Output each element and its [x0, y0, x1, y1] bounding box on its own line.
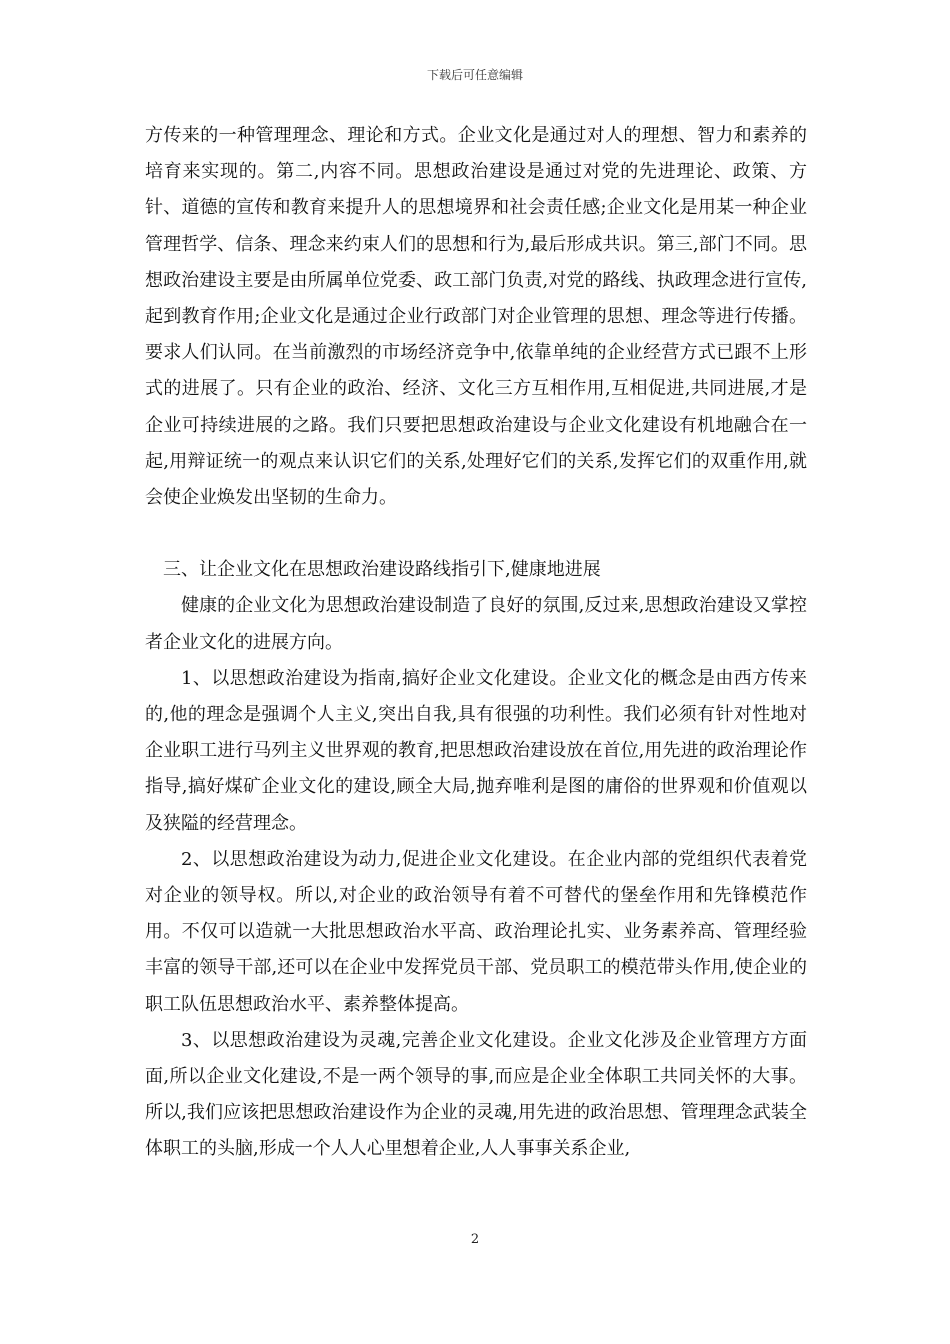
paragraph-point-1: 1、以思想政治建设为指南,搞好企业文化建设。企业文化的概念是由西方传来的,他的理念是强调个人主义,突出自我,具有很强的功利性。我们必须有针对性地对企业职工进行马列主义世界观的教育,把思想政治建设放在首位,用先进的政治理论作指导,搞好煤矿企业文化的建设,顾全大局,抛弃唯利是图的庸俗的世界观和价值观以及狭隘的经营理念。	[145, 667, 807, 834]
paragraph-point-2: 2、以思想政治建设为动力,促进企业文化建设。在企业内部的党组织代表着党对企业的领导权。所以,对企业的政治领导有着不可替代的堡垒作用和先锋模范作用。不仅可以造就一大批思想政治水平高、政治理论扎实、业务素养高、管理经验丰富的领导干部,还可以在企业中发挥党员干部、党员职工的模范带头作用,使企业的职工队伍思想政治水平、素养整体提高。	[145, 848, 807, 1015]
paragraph-point-3: 3、以思想政治建设为灵魂,完善企业文化建设。企业文化涉及企业管理方方面面,所以企业文化建设,不是一两个领导的事,而应是企业全体职工共同关怀的大事。所以,我们应该把思想政治建设作为企业的灵魂,用先进的政治思想、管理理念武装全体职工的头脑,形成一个人人心里想着企业,人人事事关系企业,	[145, 1029, 807, 1160]
paragraph-continuation: 方传来的一种管理理念、理论和方式。企业文化是通过对人的理想、智力和素养的培育来实现的。第二,内容不同。思想政治建设是通过对党的先进理论、政策、方针、道德的宣传和教育来提升人的思想境界和社会责任感;企业文化是用某一种企业管理哲学、信条、理念来约束人们的思想和行为,最后形成共识。第三,部门不同。思想政治建设主要是由所属单位党委、政工部门负责,对党的路线、执政理念进行宣传,起到教育作用;企业文化是通过企业行政部门对企业管理的思想、理念等进行传播。要求人们认同。在当前激烈的市场经济竞争中,依靠单纯的企业经营方式已跟不上形式的进展了。只有企业的政治、经济、文化三方互相作用,互相促进,共同进展,才是企业可持续进展的之路。我们只要把思想政治建设与企业文化建设有机地融合在一起,用辩证统一的观点来认识它们的关系,处理好它们的关系,发挥它们的双重作用,就会使企业焕发出坚韧的生命力。	[145, 125, 807, 509]
paragraph-intro: 健康的企业文化为思想政治建设制造了良好的氛围,反过来,思想政治建设又掌控者企业文化的进展方向。	[145, 595, 807, 653]
page-number: 2	[470, 1232, 480, 1247]
document-body	[145, 118, 807, 1168]
page-header: 下载后可任意编辑	[426, 68, 523, 82]
section-heading: 三、让企业文化在思想政治建设路线指引下,健康地进展	[163, 559, 601, 581]
